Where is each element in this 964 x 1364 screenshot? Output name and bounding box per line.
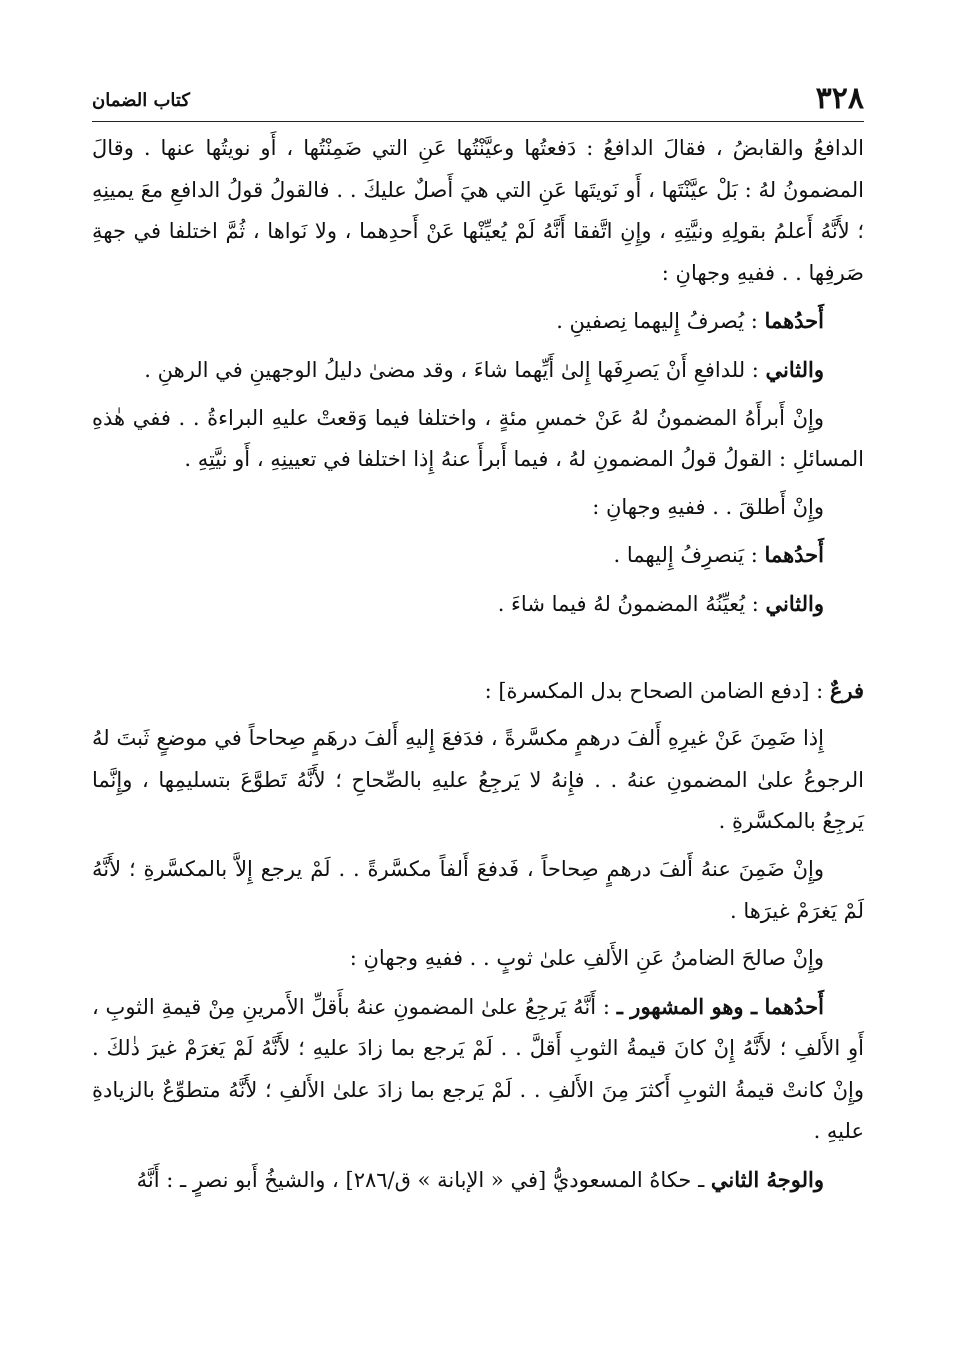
section-heading xyxy=(92,670,864,713)
paragraph xyxy=(92,349,864,392)
paragraph-text: : يَنصرِفُ إِليهما . xyxy=(613,543,765,568)
running-title: كتاب الضمان xyxy=(92,90,190,111)
paragraph xyxy=(92,534,864,577)
paragraph-text: وإِنْ صالحَ الضامنُ عَنِ الأَلفِ علىٰ ثوبٍ . . ففيهِ وجهانِ : xyxy=(349,946,824,971)
paragraph-text: وإِنْ ضَمِنَ عنهُ أَلفَ درهمٍ صِحاحاً ، فَدفعَ أَلفاً مكسَّرةً . . لَمْ يرجع إِلاَّ بالمكسَّرةِ ؛ لأَنَّهُ لَمْ يَغرَمْ غيرَها . xyxy=(92,856,864,923)
paragraph xyxy=(92,938,864,980)
page-header xyxy=(92,70,864,114)
paragraph xyxy=(92,583,864,626)
paragraph xyxy=(92,718,864,843)
paragraph-text: : يُصرفُ إِليهما نِصفينِ . xyxy=(556,309,765,334)
paragraph xyxy=(92,849,864,932)
paragraph-label: أَحدُهما ـ وهو المشهور ـ xyxy=(616,993,825,1019)
section-heading-label: فرعٌ xyxy=(829,677,864,703)
paragraph xyxy=(92,300,864,343)
paragraph-text: ـ حكاهُ المسعوديُّ [في « الإبانة » ق/٢٨٦] ، والشيخُ أَبو نصرٍ ـ : أَنَّهُ xyxy=(136,1168,711,1193)
paragraph-label: والثاني xyxy=(765,590,824,616)
header-rule xyxy=(92,121,864,122)
paragraph-text: إِذا ضَمِنَ عَنْ غيرِهِ أَلفَ درهمٍ مكسَّرةً ، فدَفعَ إِليهِ أَلفَ درهَمٍ صِحاحاً في موضعٍ ثَبتَ لهُ الرجوعُ علىٰ المضمونِ عنهُ . . فإِنهُ لا يَرجِعُ عليهِ بالصِّحاحِ ؛ لأَنَّهُ تَطوَّعَ بتسليمِها ، وإِنَّما يَرجِعُ بالمكسَّرةِ . xyxy=(92,726,864,834)
page-body xyxy=(92,128,864,1208)
paragraph xyxy=(92,986,864,1153)
paragraph-text: الدافعُ والقابضُ ، فقالَ الدافعُ : دَفعتُها وعيَّنْتُها عَنِ التي ضَمِنْتُها ، أَو نويتُها عنها . وقالَ المضمونُ لهُ : بَلْ عيَّنْتَها ، أَو نَويتَها عَنِ التي هيَ أَصلٌ عليكَ . . فالقولُ قولُ الدافعِ معَ يمينِهِ ؛ لأَنَّهُ أَعلمُ بقولِهِ ونيَّتِهِ ، وإِنِ اتَّفقا أَنَّهُ لَمْ يُعيِّنْها عَنْ أَحدِهما ، ولا نَواها ، ثُمَّ اختلفا في جهةِ صَرفِها . . ففيهِ وجهانِ : xyxy=(92,136,864,285)
paragraph-label: أَحدُهما xyxy=(764,542,824,568)
paragraph-text: : يُعيِّنُهُ المضمونُ لهُ فيما شاءَ . xyxy=(497,591,766,616)
paragraph-label: والثاني xyxy=(765,356,824,382)
paragraph-text: وإِنْ أَبرأَهُ المضمونُ لهُ عَنْ خمسِ مئةٍ ، واختلفا فيما وَقعتْ عليهِ البراءةُ . . ففي هٰذهِ المسائلِ : القولُ قولُ المضمونِ لهُ ، فيما أَبرأَ عنهُ إِذا اختلفا في تعيينِهِ ، أَو نيَّتِهِ . xyxy=(92,405,864,472)
paragraph-text: : أَنَّهُ يَرجِعُ علىٰ المضمونِ عنهُ بأَقلِّ الأَمرينِ مِنْ قيمةِ الثوبِ ، أَوِ الأَلفِ ؛ لأَنَّهُ إِنْ كانَ قيمةُ الثوبِ أَقلَّ . . لَمْ يَرجع بما زادَ عليهِ ؛ لأَنَّهُ لَمْ يَغرَمْ غيرَ ذٰلكَ . وإِنْ كانتْ قيمةُ الثوبِ أَكثرَ مِنَ الأَلفِ . . لَمْ يَرجع بما زادَ علىٰ الأَلفِ ؛ لأَنَّهُ متطوِّعٌ بالزيادةِ عليهِ . xyxy=(92,994,864,1144)
paragraph xyxy=(92,487,864,529)
paragraph-text: وإِنْ أَطلقَ . . ففيهِ وجهانِ : xyxy=(592,494,824,519)
paragraph-label: أَحدُهما xyxy=(764,308,824,334)
paragraph-text: : للدافعِ أَنْ يَصرِفَها إِلىٰ أَيِّهما شاءَ ، وقد مضىٰ دليلُ الوجهينِ في الرهنِ . xyxy=(144,357,766,382)
paragraph xyxy=(92,128,864,294)
section-heading-text: : [دفع الضامن الصحاح بدل المكسرة] : xyxy=(484,678,830,703)
paragraph-label: والوجهُ الثاني xyxy=(710,1167,824,1193)
page-number: ٣٢٨ xyxy=(815,81,864,116)
paragraph xyxy=(92,1159,864,1202)
paragraph xyxy=(92,398,864,481)
